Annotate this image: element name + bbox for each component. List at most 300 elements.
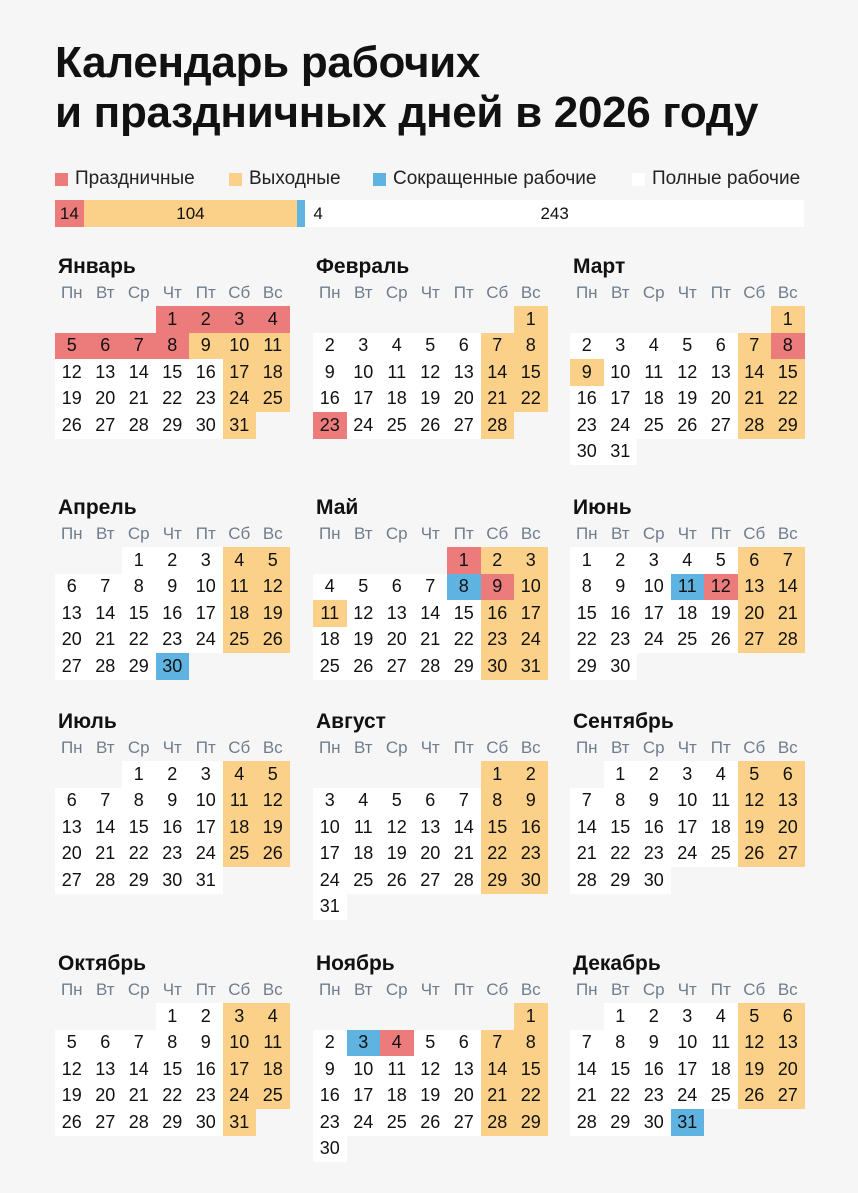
day-cell-work: 6 xyxy=(447,1030,481,1057)
day-cell-work: 30 xyxy=(604,653,638,680)
weekday-label: Пн xyxy=(575,524,598,543)
weekend-swatch xyxy=(229,173,242,186)
day-cell-weekend: 11 xyxy=(223,574,257,601)
legend-holiday-label: Праздничные xyxy=(75,168,195,189)
month-name: Сентябрь xyxy=(573,710,674,733)
summary-weekend-segment xyxy=(84,200,297,227)
weekday-label: Ср xyxy=(642,283,665,302)
day-cell-work: 6 xyxy=(380,574,414,601)
weekday-label: Вт xyxy=(610,980,630,999)
weekday-label: Сб xyxy=(486,980,509,999)
day-cell-weekend: 19 xyxy=(256,814,290,841)
day-cell-work: 5 xyxy=(414,333,448,360)
day-cell-weekend: 1 xyxy=(481,761,515,788)
day-cell-work: 1 xyxy=(122,761,156,788)
day-cell-work: 17 xyxy=(189,600,223,627)
weekday-label: Чт xyxy=(677,283,697,302)
day-cell-work: 25 xyxy=(313,653,347,680)
weekday-label: Пн xyxy=(575,283,598,302)
day-cell-work: 17 xyxy=(671,1056,705,1083)
day-cell-weekend: 15 xyxy=(771,359,805,386)
weekday-header xyxy=(313,280,548,306)
day-cell-work: 27 xyxy=(89,412,123,439)
weekday-label: Сб xyxy=(228,524,251,543)
weekday-header xyxy=(570,977,805,1003)
summary-work-segment xyxy=(305,200,804,227)
day-cell-work: 15 xyxy=(570,600,604,627)
day-cell-work: 9 xyxy=(313,359,347,386)
day-cell-weekend: 24 xyxy=(223,1083,257,1110)
day-cell-weekend: 1 xyxy=(514,306,548,333)
day-cell-work: 30 xyxy=(637,1109,671,1136)
day-cell-work: 22 xyxy=(156,386,190,413)
day-cell-work: 23 xyxy=(637,1083,671,1110)
days-grid xyxy=(313,306,548,496)
summary-holiday-count: 14 xyxy=(59,203,79,223)
month-name: Май xyxy=(316,496,359,519)
day-cell-weekend: 30 xyxy=(481,653,515,680)
day-cell-work: 26 xyxy=(55,1109,89,1136)
day-cell-weekend: 16 xyxy=(481,600,515,627)
day-cell-work: 24 xyxy=(604,412,638,439)
day-cell-work: 29 xyxy=(570,653,604,680)
day-cell-work: 18 xyxy=(313,627,347,654)
day-cell-work: 2 xyxy=(637,1003,671,1030)
weekday-label: Чт xyxy=(677,524,697,543)
day-cell-weekend: 12 xyxy=(256,788,290,815)
day-cell-weekend: 28 xyxy=(481,1109,515,1136)
day-cell-weekend: 10 xyxy=(514,574,548,601)
weekday-label: Вт xyxy=(95,283,115,302)
month-november xyxy=(313,951,548,1193)
day-cell-weekend: 5 xyxy=(256,761,290,788)
day-cell-work: 20 xyxy=(89,1083,123,1110)
weekday-label: Пт xyxy=(195,283,216,302)
day-cell-work: 13 xyxy=(55,600,89,627)
weekday-label: Сб xyxy=(228,283,251,302)
day-cell-weekend: 14 xyxy=(771,574,805,601)
day-cell-work: 12 xyxy=(55,359,89,386)
day-cell-weekend: 21 xyxy=(738,386,772,413)
day-cell-work: 5 xyxy=(55,1030,89,1057)
day-cell-work: 26 xyxy=(347,653,381,680)
day-cell-work: 16 xyxy=(637,1056,671,1083)
weekday-label: Вт xyxy=(353,980,373,999)
day-cell-work: 10 xyxy=(347,1056,381,1083)
day-cell-work: 21 xyxy=(570,1083,604,1110)
day-cell-work: 13 xyxy=(704,359,738,386)
month-may xyxy=(313,495,548,737)
day-cell-weekend: 7 xyxy=(481,1030,515,1057)
month-september xyxy=(570,709,805,951)
weekday-label: Пн xyxy=(318,524,341,543)
weekday-label: Вт xyxy=(353,738,373,757)
day-cell-work: 9 xyxy=(156,788,190,815)
month-march xyxy=(570,254,805,496)
day-cell-work: 3 xyxy=(313,788,347,815)
day-cell-weekend: 10 xyxy=(223,1030,257,1057)
day-cell-work: 20 xyxy=(380,627,414,654)
day-cell-work: 3 xyxy=(637,547,671,574)
day-cell-work: 16 xyxy=(570,386,604,413)
day-cell-work: 30 xyxy=(189,1109,223,1136)
day-cell-work: 20 xyxy=(55,627,89,654)
weekday-label: Ср xyxy=(127,283,150,302)
day-cell-work: 1 xyxy=(122,547,156,574)
weekday-label: Пн xyxy=(60,738,83,757)
day-cell-holiday: 7 xyxy=(122,333,156,360)
day-cell-work: 2 xyxy=(313,333,347,360)
weekday-label: Чт xyxy=(677,738,697,757)
day-cell-weekend: 3 xyxy=(514,547,548,574)
day-cell-work: 27 xyxy=(380,653,414,680)
day-cell-work: 28 xyxy=(447,867,481,894)
day-cell-work: 12 xyxy=(671,359,705,386)
day-cell-work: 23 xyxy=(637,841,671,868)
day-cell-work: 28 xyxy=(89,653,123,680)
day-cell-weekend: 22 xyxy=(514,386,548,413)
day-cell-work: 15 xyxy=(447,600,481,627)
day-cell-weekend: 11 xyxy=(256,1030,290,1057)
day-cell-work: 15 xyxy=(604,814,638,841)
day-cell-work: 20 xyxy=(55,841,89,868)
day-cell-work: 4 xyxy=(637,333,671,360)
weekday-header xyxy=(570,521,805,547)
weekday-label: Сб xyxy=(743,980,766,999)
day-cell-work: 6 xyxy=(55,788,89,815)
day-cell-weekend: 28 xyxy=(771,627,805,654)
day-cell-work: 8 xyxy=(122,574,156,601)
day-cell-work: 19 xyxy=(347,627,381,654)
days-grid xyxy=(55,306,290,496)
day-cell-work: 26 xyxy=(380,867,414,894)
weekday-label: Сб xyxy=(228,738,251,757)
day-cell-weekend: 30 xyxy=(514,867,548,894)
month-december xyxy=(570,951,805,1193)
day-cell-weekend: 15 xyxy=(514,359,548,386)
day-cell-work: 26 xyxy=(55,412,89,439)
day-cell-weekend: 21 xyxy=(481,1083,515,1110)
day-cell-work: 24 xyxy=(637,627,671,654)
weekday-label: Ср xyxy=(642,524,665,543)
day-cell-work: 26 xyxy=(704,627,738,654)
day-cell-work: 20 xyxy=(704,386,738,413)
day-cell-short: 30 xyxy=(156,653,190,680)
day-cell-weekend: 21 xyxy=(771,600,805,627)
weekday-label: Сб xyxy=(486,738,509,757)
day-cell-work: 11 xyxy=(704,788,738,815)
weekday-label: Ср xyxy=(385,738,408,757)
day-cell-weekend: 11 xyxy=(223,788,257,815)
day-cell-work: 17 xyxy=(313,841,347,868)
day-cell-weekend: 18 xyxy=(256,1056,290,1083)
weekday-label: Ср xyxy=(642,980,665,999)
weekday-label: Чт xyxy=(162,980,182,999)
day-cell-weekend: 31 xyxy=(223,412,257,439)
day-cell-holiday: 1 xyxy=(447,547,481,574)
day-cell-holiday: 1 xyxy=(156,306,190,333)
day-cell-work: 16 xyxy=(637,814,671,841)
day-cell-work: 22 xyxy=(604,1083,638,1110)
day-cell-weekend: 14 xyxy=(481,1056,515,1083)
days-grid xyxy=(570,306,805,496)
day-cell-work: 18 xyxy=(380,386,414,413)
day-cell-work: 2 xyxy=(637,761,671,788)
day-cell-work: 10 xyxy=(189,574,223,601)
month-name: Октябрь xyxy=(58,952,147,975)
weekday-label: Чт xyxy=(677,980,697,999)
day-cell-weekend: 24 xyxy=(223,386,257,413)
day-cell-work: 23 xyxy=(189,1083,223,1110)
day-cell-holiday: 2 xyxy=(189,306,223,333)
day-cell-weekend: 14 xyxy=(738,359,772,386)
day-cell-short: 3 xyxy=(347,1030,381,1057)
day-cell-work: 7 xyxy=(89,574,123,601)
day-cell-short: 8 xyxy=(447,574,481,601)
weekday-label: Пт xyxy=(195,980,216,999)
day-cell-work: 13 xyxy=(380,600,414,627)
day-cell-work: 13 xyxy=(55,814,89,841)
day-cell-work: 1 xyxy=(156,1003,190,1030)
day-cell-weekend: 4 xyxy=(223,761,257,788)
day-cell-work: 28 xyxy=(89,867,123,894)
day-cell-work: 24 xyxy=(347,412,381,439)
day-cell-weekend: 11 xyxy=(313,600,347,627)
day-cell-work: 20 xyxy=(447,386,481,413)
day-cell-work: 21 xyxy=(447,841,481,868)
weekday-label: Ср xyxy=(127,524,150,543)
weekday-label: Чт xyxy=(162,524,182,543)
day-cell-work: 8 xyxy=(122,788,156,815)
weekday-label: Ср xyxy=(127,738,150,757)
day-cell-work: 19 xyxy=(414,1083,448,1110)
day-cell-weekend: 23 xyxy=(481,627,515,654)
weekday-label: Вт xyxy=(610,738,630,757)
day-cell-work: 28 xyxy=(570,1109,604,1136)
day-cell-weekend: 9 xyxy=(514,788,548,815)
day-cell-work: 1 xyxy=(570,547,604,574)
day-cell-weekend: 31 xyxy=(514,653,548,680)
day-cell-work: 10 xyxy=(189,788,223,815)
day-cell-work: 19 xyxy=(414,386,448,413)
day-cell-work: 20 xyxy=(447,1083,481,1110)
day-cell-weekend: 3 xyxy=(223,1003,257,1030)
day-cell-work: 12 xyxy=(414,1056,448,1083)
day-cell-work: 28 xyxy=(122,1109,156,1136)
day-cell-weekend: 7 xyxy=(738,333,772,360)
day-cell-work: 13 xyxy=(89,1056,123,1083)
legend-short-label: Сокращенные рабочие xyxy=(393,168,597,189)
weekday-label: Сб xyxy=(743,738,766,757)
day-cell-work: 25 xyxy=(671,627,705,654)
weekday-label: Вс xyxy=(777,524,798,543)
day-cell-weekend: 29 xyxy=(481,867,515,894)
month-july xyxy=(55,709,290,951)
day-cell-work: 14 xyxy=(570,814,604,841)
weekday-label: Вс xyxy=(520,738,541,757)
day-cell-work: 3 xyxy=(671,761,705,788)
day-cell-work: 14 xyxy=(414,600,448,627)
day-cell-work: 24 xyxy=(671,841,705,868)
day-cell-work: 22 xyxy=(156,1083,190,1110)
day-cell-weekend: 18 xyxy=(256,359,290,386)
day-cell-work: 2 xyxy=(313,1030,347,1057)
day-cell-weekend: 7 xyxy=(481,333,515,360)
day-cell-work: 6 xyxy=(447,333,481,360)
weekday-label: Пт xyxy=(453,980,474,999)
month-april xyxy=(55,495,290,737)
day-cell-work: 7 xyxy=(570,788,604,815)
weekday-label: Пн xyxy=(60,283,83,302)
day-cell-work: 9 xyxy=(637,1030,671,1057)
day-cell-weekend: 20 xyxy=(738,600,772,627)
page-title xyxy=(55,38,758,138)
day-cell-work: 18 xyxy=(704,1056,738,1083)
weekday-header xyxy=(55,521,290,547)
day-cell-weekend: 11 xyxy=(256,333,290,360)
day-cell-work: 18 xyxy=(637,386,671,413)
day-cell-work: 18 xyxy=(671,600,705,627)
day-cell-work: 25 xyxy=(347,867,381,894)
day-cell-work: 13 xyxy=(447,359,481,386)
day-cell-work: 28 xyxy=(570,867,604,894)
day-cell-work: 8 xyxy=(156,1030,190,1057)
day-cell-work: 29 xyxy=(156,1109,190,1136)
day-cell-work: 14 xyxy=(122,1056,156,1083)
day-cell-holiday: 23 xyxy=(313,412,347,439)
day-cell-work: 19 xyxy=(55,1083,89,1110)
day-cell-work: 22 xyxy=(604,841,638,868)
day-cell-weekend: 5 xyxy=(738,761,772,788)
day-cell-work: 28 xyxy=(414,653,448,680)
day-cell-work: 9 xyxy=(313,1056,347,1083)
title-line-1: Календарь рабочих xyxy=(55,38,481,87)
day-cell-weekend: 4 xyxy=(223,547,257,574)
day-cell-work: 27 xyxy=(55,867,89,894)
day-cell-work: 4 xyxy=(313,574,347,601)
day-cell-weekend: 8 xyxy=(514,333,548,360)
weekday-label: Вт xyxy=(353,283,373,302)
day-cell-work: 9 xyxy=(189,1030,223,1057)
day-cell-holiday: 4 xyxy=(256,306,290,333)
weekday-header xyxy=(570,735,805,761)
day-cell-work: 5 xyxy=(671,333,705,360)
month-name: Апрель xyxy=(58,496,137,519)
day-cell-work: 1 xyxy=(604,1003,638,1030)
weekday-label: Пт xyxy=(453,738,474,757)
day-cell-work: 13 xyxy=(414,814,448,841)
day-cell-work: 16 xyxy=(189,1056,223,1083)
day-cell-work: 5 xyxy=(380,788,414,815)
weekday-label: Ср xyxy=(642,738,665,757)
weekday-label: Чт xyxy=(420,283,440,302)
month-june xyxy=(570,495,805,737)
day-cell-weekend: 29 xyxy=(771,412,805,439)
day-cell-work: 20 xyxy=(89,386,123,413)
day-cell-work: 18 xyxy=(704,814,738,841)
weekday-label: Пн xyxy=(575,980,598,999)
weekday-label: Вт xyxy=(95,738,115,757)
day-cell-weekend: 26 xyxy=(738,841,772,868)
day-cell-weekend: 26 xyxy=(738,1083,772,1110)
day-cell-weekend: 6 xyxy=(771,761,805,788)
day-cell-weekend: 17 xyxy=(223,359,257,386)
day-cell-weekend: 5 xyxy=(738,1003,772,1030)
day-cell-work: 6 xyxy=(89,1030,123,1057)
weekday-label: Пн xyxy=(60,980,83,999)
day-cell-work: 16 xyxy=(313,386,347,413)
day-cell-work: 2 xyxy=(156,547,190,574)
day-cell-work: 29 xyxy=(604,867,638,894)
day-cell-work: 23 xyxy=(313,1109,347,1136)
day-cell-work: 1 xyxy=(604,761,638,788)
day-cell-weekend: 13 xyxy=(771,788,805,815)
day-cell-holiday: 3 xyxy=(223,306,257,333)
day-cell-work: 20 xyxy=(414,841,448,868)
month-name: Ноябрь xyxy=(316,952,395,975)
day-cell-work: 12 xyxy=(55,1056,89,1083)
day-cell-work: 4 xyxy=(671,547,705,574)
day-cell-work: 17 xyxy=(347,386,381,413)
day-cell-work: 30 xyxy=(313,1136,347,1163)
holiday-swatch xyxy=(55,173,68,186)
day-cell-weekend: 27 xyxy=(771,841,805,868)
day-cell-work: 15 xyxy=(122,600,156,627)
day-cell-work: 2 xyxy=(189,1003,223,1030)
day-cell-weekend: 6 xyxy=(771,1003,805,1030)
month-february xyxy=(313,254,548,496)
weekday-header xyxy=(55,735,290,761)
day-cell-work: 6 xyxy=(704,333,738,360)
day-cell-weekend: 19 xyxy=(738,1056,772,1083)
day-cell-weekend: 17 xyxy=(514,600,548,627)
day-cell-work: 3 xyxy=(189,547,223,574)
day-cell-weekend: 27 xyxy=(771,1083,805,1110)
weekday-label: Пт xyxy=(710,980,731,999)
day-cell-work: 22 xyxy=(447,627,481,654)
day-cell-weekend: 2 xyxy=(514,761,548,788)
day-cell-weekend: 19 xyxy=(256,600,290,627)
day-cell-work: 10 xyxy=(604,359,638,386)
month-name: Июнь xyxy=(573,496,632,519)
day-cell-weekend: 12 xyxy=(738,1030,772,1057)
day-cell-work: 27 xyxy=(704,412,738,439)
day-cell-work: 5 xyxy=(704,547,738,574)
month-october xyxy=(55,951,290,1193)
day-cell-work: 29 xyxy=(447,653,481,680)
day-cell-work: 4 xyxy=(347,788,381,815)
day-cell-work: 12 xyxy=(414,359,448,386)
day-cell-work: 26 xyxy=(414,412,448,439)
month-january xyxy=(55,254,290,496)
day-cell-work: 27 xyxy=(414,867,448,894)
day-cell-work: 4 xyxy=(704,761,738,788)
month-name: Декабрь xyxy=(573,952,661,975)
legend-item-weekend xyxy=(229,168,341,190)
day-cell-weekend: 14 xyxy=(481,359,515,386)
day-cell-weekend: 25 xyxy=(223,627,257,654)
day-cell-work: 17 xyxy=(347,1083,381,1110)
weekday-label: Чт xyxy=(162,283,182,302)
days-grid xyxy=(313,1003,548,1193)
day-cell-work: 26 xyxy=(414,1109,448,1136)
legend-item-holiday xyxy=(55,168,195,190)
weekday-label: Ср xyxy=(385,283,408,302)
day-cell-work: 24 xyxy=(313,867,347,894)
day-cell-work: 17 xyxy=(637,600,671,627)
day-cell-work: 6 xyxy=(414,788,448,815)
day-cell-work: 16 xyxy=(604,600,638,627)
